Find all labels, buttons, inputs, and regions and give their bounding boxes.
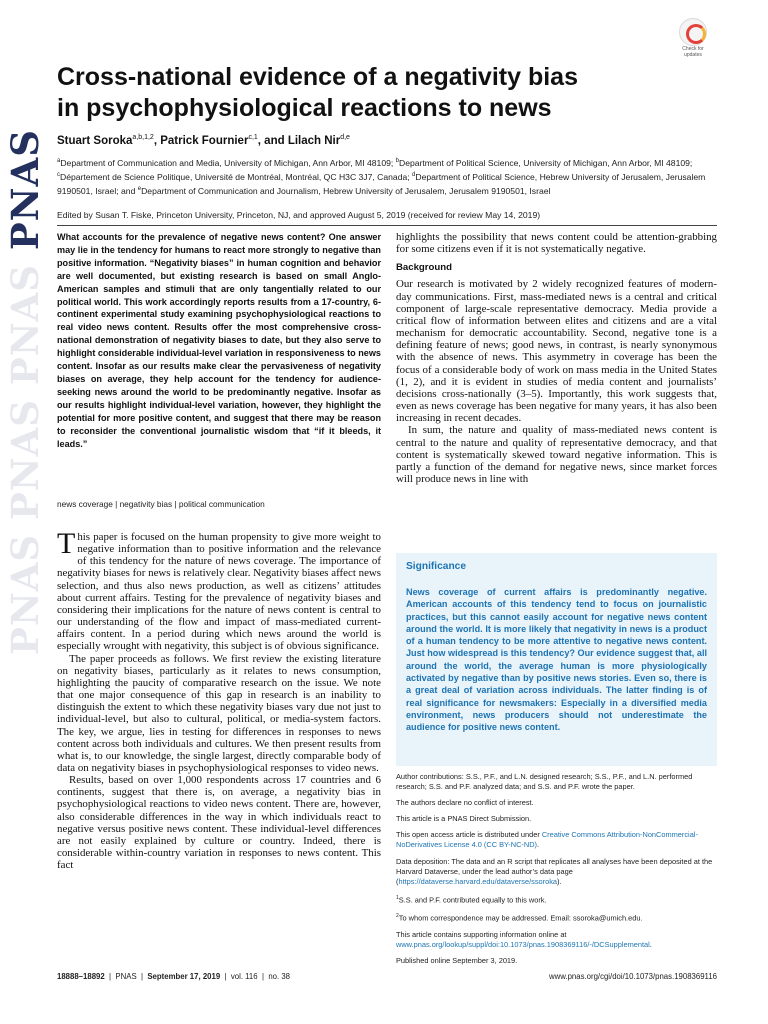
author-separator: , — [153, 134, 161, 147]
check-for-updates-badge[interactable] — [676, 18, 710, 58]
issue-number: no. 38 — [268, 972, 290, 981]
citation-line: 18888–18892 | PNAS | September 17, 2019 | vol. 116 | no. 38 — [57, 972, 290, 981]
supporting-info-note: This article contains supporting information online at www.pnas.org/lookup/suppl/doi:10.1073/pnas.1908369116/-/DCSupplemental. — [396, 929, 652, 950]
badge-caption-2: updates — [684, 52, 702, 58]
watermark-text: PNAS PNAS PNAS PNAS — [3, 129, 47, 655]
paragraph: highlights the possibility that news content could be attention-grabbing for some citizens even if it is not systematically negative. — [396, 231, 717, 256]
supporting-info-link[interactable]: www.pnas.org/lookup/suppl/doi:10.1073/pnas.1908369116/-/DCSupplemental — [396, 940, 650, 950]
journal-name: PNAS — [115, 972, 137, 981]
submission-type: This article is a PNAS Direct Submission. — [396, 814, 532, 824]
abstract: What accounts for the prevalence of negative news content? One answer may lie in the tendency for humans to react more strongly to negative than positive information. “Negativity biases” in human cognition and behavior are well documented, but existing research is based on small Anglo-American samples and stimuli that are only tangentially related to our political world. This work accordingly reports results from a 17-country, 6-continent experimental study examining psychophysiological reactions to real video news content. Results offer the most comprehensive cross-national demonstration of negativity biases to date, but they also serve to highlight considerable individual-level variation in responsiveness to news content. Insofar as our results make clear the pervasiveness of negativity biases on average, they help account for the tendency for audience-seeking news around the world to be predominantly negative. Insofar as our results highlight individual-level variation, however, they highlight the potential for more positive content, and suggest that there may be reason to reconsider the conventional journalistic wisdom that “if it bleeds, it leads.” — [57, 232, 381, 449]
article-notes — [396, 772, 717, 972]
significance-box — [396, 553, 717, 766]
paragraph: The paper proceeds as follows. We first review the existing literature on negativity biases, particularly as it relates to news consumption, highlighting the paucity of comparative research on the issue. We note that one major consequence of this gap in research is an inability to distinguish the extent to which these negativity biases vary due not just to individual-level, but also to cultural, political, or media-system factors. The key, we argue, lies in testing for differences in responses to news content across both individuals and cultures. We then present results from what is, to our knowledge, the single largest, directly comparable body of data on negativity biases in psychophysiological responses to video news. — [57, 652, 381, 774]
paragraph: Our research is motivated by 2 widely recognized features of modern-day communications. First, mass-mediated news is a central and critical component of large-scale representative democracy. Media provide a critical flow of information between elites and citizens and are a vital mechanism for democratic accountability. Second, negative tone is a defining feature of news; good news, in contrast, is nearly synonymous with the absence of news. This asymmetry in coverage has been the focus of a considerable body of work on mass media in the United States (1, 2), and it is evident in studies of media content and journalists’ decisions cross-nationally (3–5). Importantly, this work suggests that, even as news coverage has been negative for many years, it has also been increasing in recent decades. — [396, 278, 717, 425]
body-column-left — [57, 527, 381, 872]
correspondence-note: $^2$To whom correspondence may be addressed. Email: ssoroka@umich.edu. — [396, 913, 643, 923]
pnas-watermark — [0, 95, 47, 665]
doi-url[interactable]: www.pnas.org/cgi/doi/10.1073/pnas.1908369116 — [548, 972, 717, 981]
issue-date: September 17, 2019 — [147, 972, 221, 981]
section-heading: Background — [396, 262, 452, 274]
page-range: 18888–18892 — [57, 972, 105, 981]
author-separator: , and — [257, 134, 288, 147]
dataverse-link[interactable]: https://dataverse.harvard.edu/dataverse/ssoroka — [398, 876, 558, 886]
license-note: This open access article is distributed under Creative Commons Attribution-NonCommercial-NoDerivatives License 4.0 (CC BY-NC-ND). — [396, 830, 698, 850]
author-list — [57, 134, 717, 147]
significance-title: Significance — [406, 561, 467, 572]
author-affiliation-marks: c,1 — [248, 134, 258, 141]
affiliations: $^a$Department of Communication and Media, University of Michigan, Ann Arbor, MI 48109; $^b$Department of Political Science, University of Michigan, Ann Arbor, MI 48109; $^c$Département de Science Politique, Université de Montréal, Montréal, QC H3C 3J7, Canada; $^d$Department of Political Science, Hebrew University of Jerusalem, Jerusalem 9190501, Israel; and $^e$Department of Communication and Journalism, Hebrew University of Jerusalem, Jerusalem 9190501, Israel — [57, 157, 706, 196]
data-deposition: Data deposition: The data and an R script that replicates all analyses have been deposited at the Harvard Dataverse, under the lead author’s data page (https://dataverse.harvard.edu/dataverse/ssoroka). — [396, 856, 713, 886]
author-name[interactable]: Patrick Fournier — [160, 134, 249, 147]
paragraph: This paper is focused on the human propensity to give more weight to negative information than to positive information and the relevance of this tendency for the nature of news coverage. The importance of negativity biases for news is relatively clear. Negativity biases affect news selection, and thus also news production, as well as citizens’ attitudes about current affairs. Testing for the prevalence of negativity biases and considering their implications for the nature of news content is central to our understanding of the flow and impact of mass-mediated current-affairs content. In a period during which news around the world is especially wrought with negativity, this subject is of obvious significance. — [57, 527, 381, 653]
author-contributions: Author contributions: S.S., P.F., and L.N. designed research; S.S., P.F., and L.N. performed research; S.S. and P.F. analyzed data; and S.S. and P.F. wrote the paper. — [396, 772, 693, 792]
title-line-2: in psychophysiological reactions to news — [57, 94, 552, 122]
check-for-updates-icon — [679, 18, 707, 46]
author-affiliation-marks: d,e — [340, 134, 350, 141]
license-link[interactable]: Creative Commons Attribution-NonCommercial-NoDerivatives License 4.0 (CC BY-NC-ND) — [396, 830, 698, 850]
significance-text: News coverage of current affairs is predominantly negative. American accounts of this tendency tend to focus on journalistic practices, but this cannot easily account for negative news content around the world. It is more likely that negativity in news is a product of a human tendency to be more attentive to negative news content. Just how widespread is this tendency? Our evidence suggest that, all around the world, the average human is more physiologically activated by negative than by positive news stories. Even so, there is a great deal of variation across individuals. The latter finding is of real significance for newsmakers: Especially in a diversified media environment, news producers should not underestimate the audience for positive news content. — [406, 587, 707, 733]
editor-line: Edited by Susan T. Fiske, Princeton University, Princeton, NJ, and approved August 5, 2019 (received for review May 14, 2019) — [57, 210, 541, 220]
drop-cap: T — [57, 527, 76, 560]
author-name[interactable]: Stuart Soroka — [57, 134, 133, 147]
publication-date: Published online September 3, 2019. — [396, 956, 518, 966]
article-title — [57, 62, 657, 124]
equal-contribution-note: $^1$S.S. and P.F. contributed equally to this work. — [396, 894, 547, 905]
page-footer — [57, 972, 717, 986]
badge-caption-1: Check for — [682, 46, 704, 52]
body-column-right — [396, 231, 717, 485]
paragraph: In sum, the nature and quality of mass-mediated news content is central to the nature and quality of representative democracy, and that content is systematically skewed toward negative information. This is partly a function of the demand for negative news, since market forces will produce news in line with — [396, 424, 717, 485]
paragraph: Results, based on over 1,000 respondents across 17 countries and 6 continents, suggest that there is, on average, a negativity bias in psychophysiological reactions to video news content. There are, however, also considerable differences in the way in which individuals react to negative versus positive news content. These individual-level differences are not easily explained by culture or country. Indeed, there is considerable within-country variation in responses to news content. This fact — [57, 774, 381, 872]
author-name[interactable]: Lilach Nir — [287, 134, 341, 147]
keywords: news coverage | negativity bias | political communication — [57, 499, 265, 509]
title-line-1: Cross-national evidence of a negativity bias — [57, 63, 578, 91]
header-divider — [57, 225, 717, 226]
conflict-statement: The authors declare no conflict of interest. — [396, 798, 534, 808]
author-affiliation-marks: a,b,1,2 — [132, 134, 154, 141]
volume: vol. 116 — [230, 972, 258, 981]
